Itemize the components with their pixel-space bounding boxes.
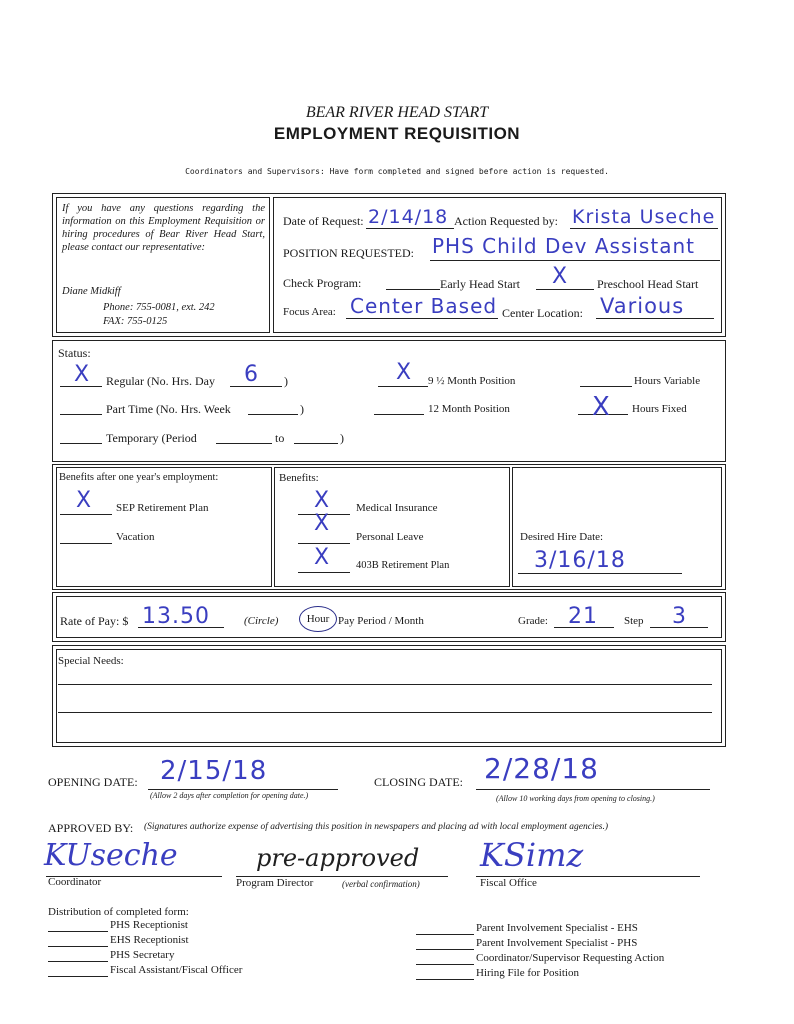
program-director-note: (verbal confirmation) — [342, 879, 420, 889]
temporary-label: Temporary (Period — [106, 431, 197, 445]
retirement-403b-label: 403B Retirement Plan — [356, 560, 450, 571]
distribution-right-item: Parent Involvement Specialist - EHS — [476, 922, 638, 934]
distribution-label: Distribution of completed form: — [48, 906, 189, 918]
form-title: EMPLOYMENT REQUISITION — [273, 124, 521, 143]
status-label: Status: — [58, 346, 91, 360]
regular-close-paren: ) — [284, 374, 288, 388]
program-director-signature[interactable]: pre-approved — [256, 844, 420, 872]
benefits-after-year-label: Benefits after one year's employment: — [59, 472, 219, 483]
preschool-head-start-label: Preschool Head Start — [597, 277, 699, 291]
special-needs-line-2[interactable] — [58, 712, 712, 713]
distribution-right-item: Parent Involvement Specialist - PHS — [476, 937, 638, 949]
rate-of-pay-label: Rate of Pay: $ — [60, 614, 129, 628]
approved-by-note: (Signatures authorize expense of advertising this position in newspapers and placing ad with local employment agencies.) — [144, 822, 609, 832]
closing-date-value[interactable]: 2/28/18 — [484, 752, 599, 785]
nine-half-month-label: 9 ½ Month Position — [428, 375, 516, 387]
twelve-month-label: 12 Month Position — [428, 403, 510, 415]
contact-fax: FAX: 755-0125 — [103, 316, 168, 327]
personal-leave-label: Personal Leave — [356, 531, 424, 543]
benefits-after-year-box — [56, 467, 272, 587]
opening-date-value[interactable]: 2/15/18 — [160, 756, 268, 786]
pay-period-month-label: Pay Period / Month — [338, 615, 424, 627]
distribution-left-item: PHS Secretary — [110, 949, 175, 961]
personal-leave-check-mark[interactable]: X — [314, 511, 330, 536]
sep-label: SEP Retirement Plan — [116, 502, 209, 514]
center-location-label: Center Location: — [502, 306, 583, 320]
distribution-left-item: Fiscal Assistant/Fiscal Officer — [110, 964, 243, 976]
action-requested-value[interactable]: Krista Useche — [572, 206, 716, 228]
rate-of-pay-value[interactable]: 13.50 — [142, 604, 210, 629]
distribution-right-item: Hiring File for Position — [476, 967, 579, 979]
contact-name: Diane Midkiff — [62, 286, 121, 297]
preschool-check-mark[interactable]: X — [552, 264, 568, 289]
medical-label: Medical Insurance — [356, 502, 438, 514]
opening-date-label: OPENING DATE: — [48, 775, 138, 789]
position-label: POSITION REQUESTED: — [283, 246, 414, 260]
approved-by-label: APPROVED BY: — [48, 821, 134, 835]
part-time-close-paren: ) — [300, 402, 304, 416]
action-requested-label: Action Requested by: — [454, 214, 558, 228]
distribution-right-item: Coordinator/Supervisor Requesting Action — [476, 952, 665, 964]
part-time-label: Part Time (No. Hrs. Week — [106, 402, 231, 416]
contact-phone: Phone: 755-0081, ext. 242 — [103, 302, 215, 313]
hire-date-label: Desired Hire Date: — [520, 531, 604, 543]
program-director-label: Program Director — [236, 877, 314, 889]
hire-date-value[interactable]: 3/16/18 — [534, 548, 626, 573]
early-head-start-label: Early Head Start — [440, 277, 520, 291]
regular-hours-value[interactable]: 6 — [244, 362, 259, 387]
vacation-label: Vacation — [116, 531, 155, 543]
grade-value[interactable]: 21 — [568, 604, 598, 629]
form-instruction: Coordinators and Supervisors: Have form completed and signed before action is requested. — [185, 167, 609, 176]
circle-label: (Circle) — [244, 615, 279, 627]
hours-fixed-check-mark[interactable]: X — [592, 392, 610, 422]
fiscal-office-signature[interactable]: KSimz — [480, 836, 584, 874]
date-of-request-value[interactable]: 2/14/18 — [368, 206, 449, 228]
org-name: BEAR RIVER HEAD START — [305, 104, 489, 121]
focus-area-value[interactable]: Center Based — [350, 294, 498, 318]
contact-text: If you have any questions regarding the information on this Employment Requisition or hiring procedures of Bear River Head Start, please contact our representative: — [62, 203, 265, 253]
special-needs-label: Special Needs: — [58, 655, 124, 667]
fiscal-office-label: Fiscal Office — [480, 877, 537, 889]
closing-date-note: (Allow 10 working days from opening to closing.) — [496, 794, 655, 803]
hours-variable-label: Hours Variable — [634, 375, 701, 387]
regular-label: Regular (No. Hrs. Day — [106, 374, 215, 388]
nine-half-month-check-mark[interactable]: X — [396, 360, 412, 385]
special-needs-line-1[interactable] — [58, 684, 712, 685]
date-of-request-label: Date of Request: — [283, 214, 364, 228]
medical-check-mark[interactable]: X — [314, 488, 330, 513]
special-needs-inner — [56, 649, 722, 743]
retirement-403b-check-mark[interactable]: X — [314, 545, 330, 570]
check-program-label: Check Program: — [283, 276, 362, 290]
coordinator-signature[interactable]: KUseche — [44, 838, 178, 873]
focus-area-label: Focus Area: — [283, 306, 336, 318]
benefits-label: Benefits: — [279, 472, 319, 484]
center-location-value[interactable]: Various — [600, 294, 685, 318]
temporary-close-paren: ) — [340, 431, 344, 445]
distribution-left-item: EHS Receptionist — [110, 934, 189, 946]
distribution-left-item: PHS Receptionist — [110, 919, 188, 931]
step-value[interactable]: 3 — [672, 604, 687, 629]
opening-date-note: (Allow 2 days after completion for opening date.) — [150, 791, 309, 800]
closing-date-label: CLOSING DATE: — [374, 775, 463, 789]
sep-check-mark[interactable]: X — [76, 488, 92, 513]
step-label: Step — [624, 615, 644, 627]
coordinator-label: Coordinator — [48, 876, 102, 888]
regular-check-mark[interactable]: X — [74, 362, 90, 387]
temporary-to-label: to — [275, 431, 285, 445]
pay-hour-option[interactable]: Hour — [299, 606, 337, 632]
position-value[interactable]: PHS Child Dev Assistant — [432, 234, 695, 258]
grade-label: Grade: — [518, 615, 548, 627]
hours-fixed-label: Hours Fixed — [632, 403, 687, 415]
